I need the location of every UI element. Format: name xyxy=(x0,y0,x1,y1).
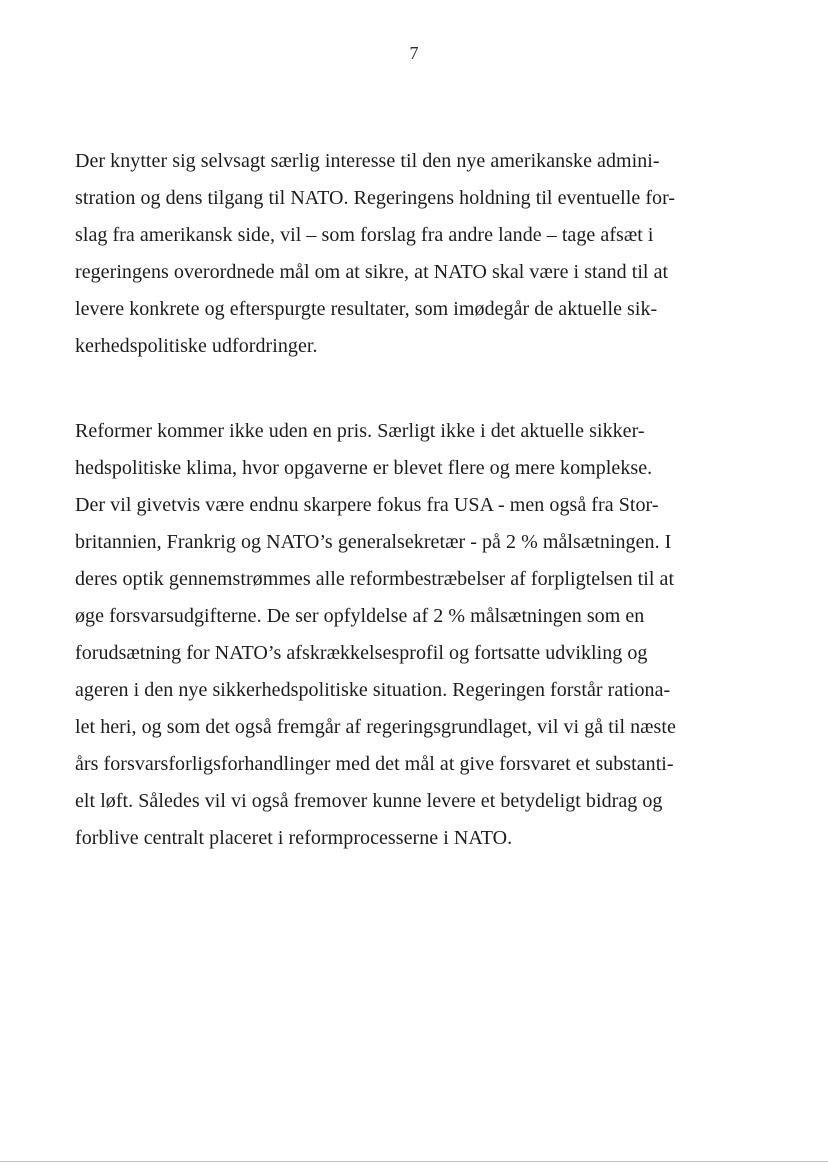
text-line: øge forsvarsudgifterne. De ser opfyldelse af 2 % målsætningen som en xyxy=(75,605,645,627)
paragraph-2 xyxy=(75,413,676,857)
footer-divider xyxy=(0,1161,828,1162)
text-line: levere konkrete og efterspurgte resultater, som imødegår de aktuelle sik- xyxy=(75,298,658,320)
text-line: slag fra amerikansk side, vil – som forslag fra andre lande – tage afsæt i xyxy=(75,224,654,246)
text-line: elt løft. Således vil vi også fremover kunne levere et betydeligt bidrag og xyxy=(75,790,663,812)
text-line: ageren i den nye sikkerhedspolitiske situation. Regeringen forstår rationa- xyxy=(75,679,671,701)
text-line: stration og dens tilgang til NATO. Regeringens holdning til eventuelle for- xyxy=(75,187,676,209)
paragraph-1 xyxy=(75,143,675,365)
text-line: Der vil givetvis være endnu skarpere fokus fra USA - men også fra Stor- xyxy=(75,494,659,516)
text-line: kerhedspolitiske udfordringer. xyxy=(75,335,318,357)
text-line: års forsvarsforligsforhandlinger med det mål at give forsvaret et substanti- xyxy=(75,753,674,775)
text-line: let heri, og som det også fremgår af regeringsgrundlaget, vil vi gå til næste xyxy=(75,716,676,738)
text-line: deres optik gennemstrømmes alle reformbestræbelser af forpligtelsen til at xyxy=(75,568,675,590)
page-number: 7 xyxy=(409,43,419,63)
text-line: britannien, Frankrig og NATO’s generalsekretær - på 2 % målsætningen. I xyxy=(75,531,672,553)
text-line: forudsætning for NATO’s afskrækkelsesprofil og fortsatte udvikling og xyxy=(75,642,648,664)
text-line: regeringens overordnede mål om at sikre, at NATO skal være i stand til at xyxy=(75,261,669,283)
text-line: Reformer kommer ikke uden en pris. Særligt ikke i det aktuelle sikker- xyxy=(75,420,645,442)
text-line: hedspolitiske klima, hvor opgaverne er blevet flere og mere komplekse. xyxy=(75,457,653,479)
text-line: forblive centralt placeret i reformprocesserne i NATO. xyxy=(75,827,513,849)
text-line: Der knytter sig selvsagt særlig interesse til den nye amerikanske admini- xyxy=(75,150,660,172)
